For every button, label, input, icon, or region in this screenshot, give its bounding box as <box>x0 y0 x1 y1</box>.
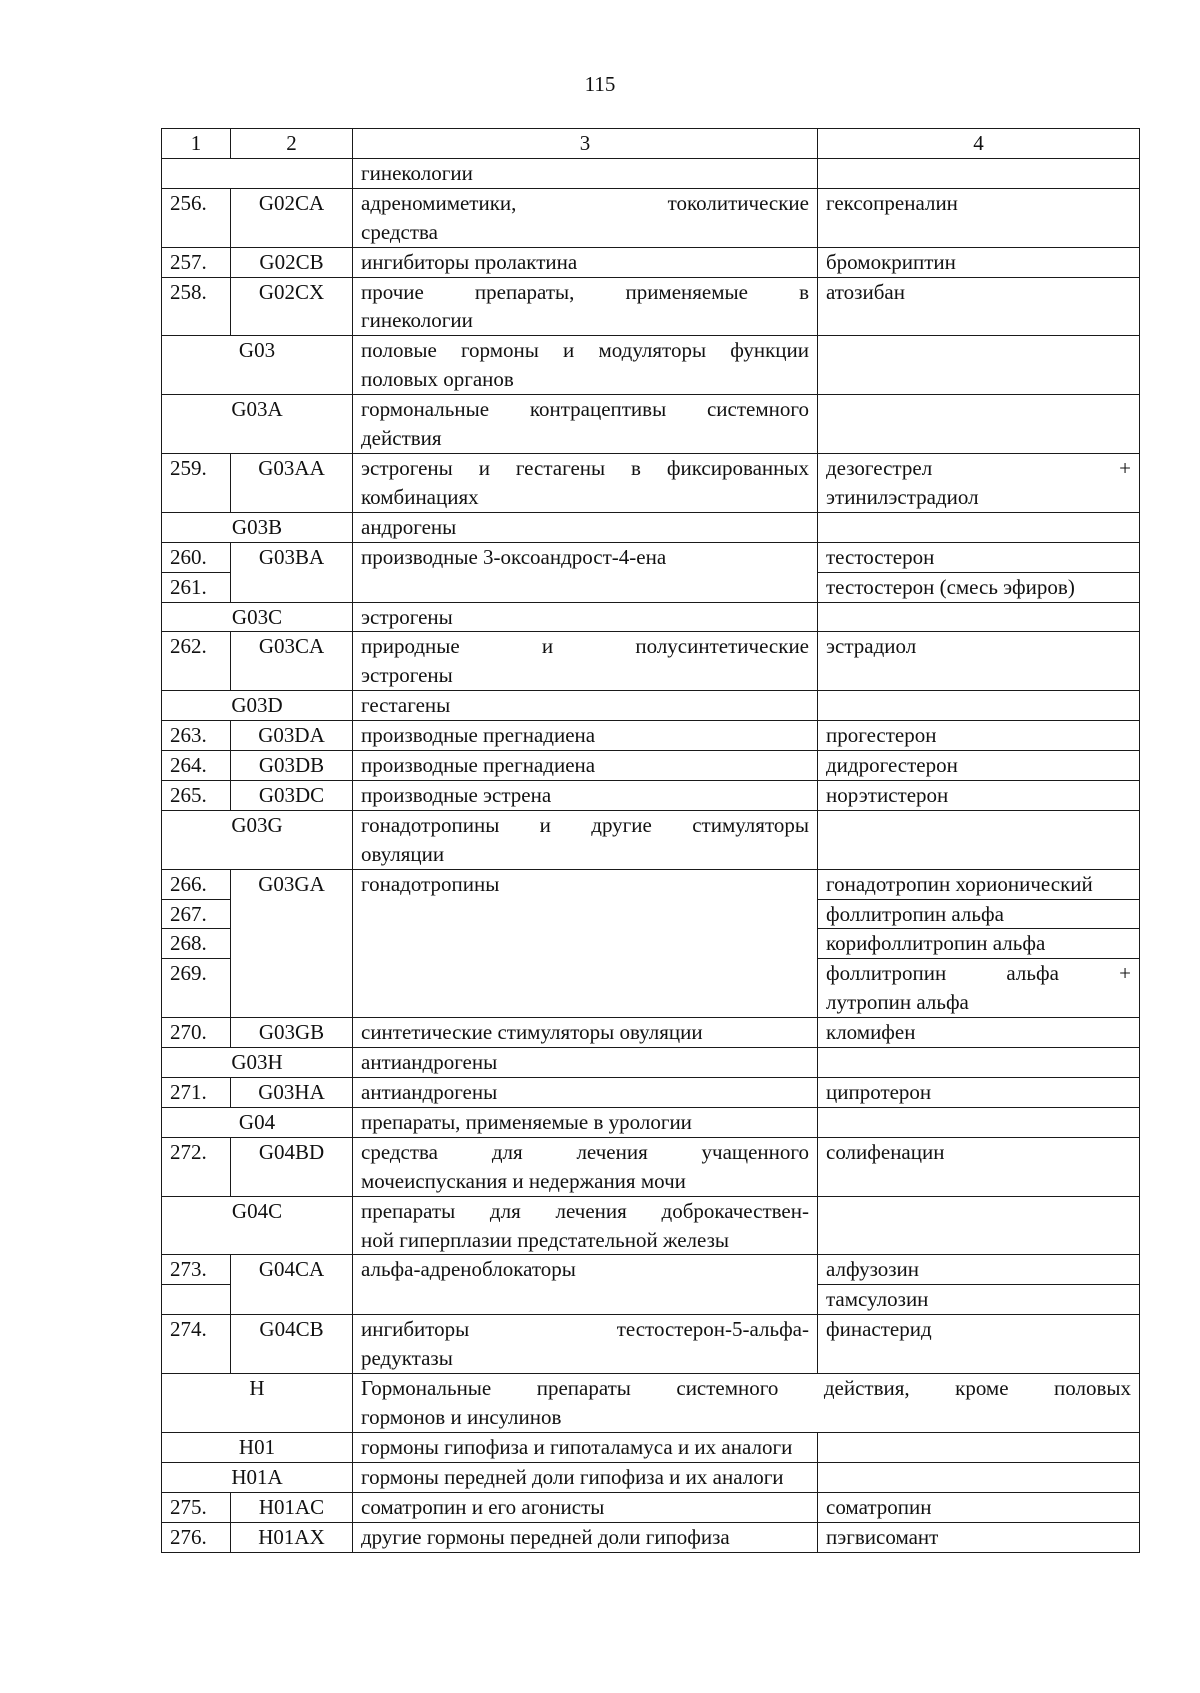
row-drug: ципротерон <box>818 1078 1140 1108</box>
table-row <box>162 247 1140 277</box>
desc-word: полусинтетические <box>635 634 809 659</box>
row-number: 260. <box>162 542 231 572</box>
desc-line: ной гиперплазии предстательной железы <box>361 1227 729 1252</box>
table-row <box>162 277 1140 336</box>
desc-word: учащенного <box>701 1139 809 1164</box>
row-drug: солифенацин <box>818 1137 1140 1196</box>
row-atc-code: G03G <box>162 810 353 869</box>
row-atc-code: G04 <box>162 1107 353 1137</box>
table-row <box>162 188 1140 247</box>
row-drug: атозибан <box>818 277 1140 336</box>
row-description: гестагены <box>353 691 818 721</box>
row-description: гормональные контрацептивы системного действия <box>353 395 818 454</box>
row-number: 263. <box>162 721 231 751</box>
table-row <box>162 1107 1140 1137</box>
table-row <box>162 1137 1140 1196</box>
desc-word: системного <box>676 1376 779 1401</box>
row-description: альфа-адреноблокаторы <box>353 1255 818 1315</box>
row-number: 272. <box>162 1137 231 1196</box>
drug-word: альфа <box>1006 961 1059 986</box>
row-atc-code: G03GA <box>231 869 353 1018</box>
desc-word: в <box>799 279 809 304</box>
row-number: 264. <box>162 751 231 781</box>
table-row <box>162 1018 1140 1048</box>
row-number: 261. <box>162 572 231 602</box>
table-row <box>162 336 1140 395</box>
desc-word: действия, <box>823 1376 910 1401</box>
desc-word: и <box>539 812 551 837</box>
row-drug <box>818 1107 1140 1137</box>
row-description: производные прегнадиена <box>353 721 818 751</box>
table-row <box>162 1522 1140 1552</box>
row-drug <box>818 1196 1140 1255</box>
row-drug <box>818 512 1140 542</box>
row-description: гонадотропины <box>353 869 818 1018</box>
desc-word: стимуляторы <box>692 812 809 837</box>
row-number: 258. <box>162 277 231 336</box>
header-col-1: 1 <box>162 129 231 159</box>
row-description <box>353 1374 1140 1433</box>
drug-word: + <box>1119 455 1131 480</box>
row-drug: гексопреналин <box>818 188 1140 247</box>
row-number: 275. <box>162 1492 231 1522</box>
desc-line: овуляции <box>361 841 445 866</box>
header-col-2: 2 <box>231 129 353 159</box>
table-row <box>162 810 1140 869</box>
table-row <box>162 1255 1140 1285</box>
row-drug: корифоллитропин альфа <box>818 929 1140 959</box>
row-drug <box>818 602 1140 632</box>
row-number: 276. <box>162 1522 231 1552</box>
row-drug: фоллитропин альфа <box>818 899 1140 929</box>
row-number: 257. <box>162 247 231 277</box>
row-number: 271. <box>162 1078 231 1108</box>
table-header-row <box>162 129 1140 159</box>
row-number: 273. <box>162 1255 231 1285</box>
row-description: гинекологии <box>353 158 818 188</box>
row-number: 262. <box>162 632 231 691</box>
row-atc-code: G03AA <box>231 453 353 512</box>
header-col-4: 4 <box>818 129 1140 159</box>
row-drug <box>818 453 1140 512</box>
desc-word: кроме <box>955 1376 1009 1401</box>
row-drug: гонадотропин хорионический <box>818 869 1140 899</box>
desc-line: гормонов и инсулинов <box>361 1404 562 1429</box>
row-number: 256. <box>162 188 231 247</box>
table-row <box>162 1048 1140 1078</box>
row-description <box>353 1196 818 1255</box>
row-description: эстрогены <box>353 602 818 632</box>
row-number: 274. <box>162 1315 231 1374</box>
row-drug <box>818 959 1140 1018</box>
row-atc-code: G03H <box>162 1048 353 1078</box>
table-row <box>162 632 1140 691</box>
row-description <box>353 1137 818 1196</box>
row-atc-code: G04C <box>162 1196 353 1255</box>
row-drug: бромокриптин <box>818 247 1140 277</box>
row-atc-code: H01AX <box>231 1522 353 1552</box>
desc-word: и <box>541 634 554 659</box>
row-number <box>162 158 353 188</box>
row-atc-code: H01 <box>162 1432 353 1462</box>
row-description: производные 3-оксоандрост-4-ена <box>353 542 818 602</box>
table-row <box>162 869 1140 899</box>
row-atc-code: H01AC <box>231 1492 353 1522</box>
row-number: 269. <box>162 959 231 1018</box>
drug-word: фоллитропин <box>826 961 947 986</box>
row-number: 259. <box>162 453 231 512</box>
desc-word: препараты <box>536 1376 631 1401</box>
row-drug <box>818 395 1140 454</box>
row-description: половые гормоны и модуляторы функции половых органов <box>353 336 818 395</box>
row-description: синтетические стимуляторы овуляции <box>353 1018 818 1048</box>
row-drug: эстрадиол <box>818 632 1140 691</box>
row-atc-code: G03DC <box>231 780 353 810</box>
table-row <box>162 542 1140 572</box>
row-number: 268. <box>162 929 231 959</box>
table-row <box>162 1078 1140 1108</box>
desc-line: мочеиспускания и недержания мочи <box>361 1168 686 1193</box>
row-atc-code: G03GB <box>231 1018 353 1048</box>
row-number: 270. <box>162 1018 231 1048</box>
row-drug: тестостерон <box>818 542 1140 572</box>
row-atc-code: G04BD <box>231 1137 353 1196</box>
row-drug: алфузозин <box>818 1255 1140 1285</box>
table-row <box>162 751 1140 781</box>
row-number <box>162 1285 231 1315</box>
row-drug <box>818 1462 1140 1492</box>
header-col-3: 3 <box>353 129 818 159</box>
table-row <box>162 158 1140 188</box>
row-number: 267. <box>162 899 231 929</box>
desc-word: тестостерон-5-альфа- <box>616 1317 809 1342</box>
row-atc-code: G03DA <box>231 721 353 751</box>
row-drug <box>818 1048 1140 1078</box>
drug-line: этинилэстрадиол <box>826 484 979 509</box>
table-row <box>162 1196 1140 1255</box>
desc-word: ингибиторы <box>361 1317 470 1342</box>
row-description: эстрогены и гестагены в фиксированных комбинациях <box>353 453 818 512</box>
table-row <box>162 453 1140 512</box>
row-drug: тестостерон (смесь эфиров) <box>818 572 1140 602</box>
row-atc-code: G03B <box>162 512 353 542</box>
desc-line: гинекологии <box>361 308 473 333</box>
desc-word: токолитические <box>667 190 809 215</box>
desc-line: редуктазы <box>361 1346 453 1371</box>
row-description: препараты, применяемые в урологии <box>353 1107 818 1137</box>
table-row <box>162 512 1140 542</box>
drug-line: лутропин альфа <box>826 990 969 1015</box>
table-row <box>162 602 1140 632</box>
row-atc-code: G03C <box>162 602 353 632</box>
table-row <box>162 1374 1140 1433</box>
row-atc-code: G04CA <box>231 1255 353 1315</box>
desc-word: для <box>491 1139 523 1164</box>
row-number: 266. <box>162 869 231 899</box>
row-description <box>353 1315 818 1374</box>
row-atc-code: G03CA <box>231 632 353 691</box>
row-drug <box>818 810 1140 869</box>
row-description: соматропин и его агонисты <box>353 1492 818 1522</box>
table-row <box>162 1432 1140 1462</box>
drug-word: + <box>1119 961 1131 986</box>
row-drug: тамсулозин <box>818 1285 1140 1315</box>
desc-word: адреномиметики, <box>361 190 517 215</box>
desc-word: применяемые <box>625 279 748 304</box>
row-drug: дидрогестерон <box>818 751 1140 781</box>
row-drug: пэгвисомант <box>818 1522 1140 1552</box>
row-number: 265. <box>162 780 231 810</box>
desc-word: прочие <box>361 279 424 304</box>
desc-word: средства <box>361 1139 439 1164</box>
row-description: антиандрогены <box>353 1078 818 1108</box>
desc-word: природные <box>361 634 460 659</box>
row-atc-code: G03DB <box>231 751 353 781</box>
row-drug: финастерид <box>818 1315 1140 1374</box>
desc-line: средства <box>361 219 439 244</box>
row-description: гормоны гипофиза и гипоталамуса и их аналоги <box>353 1432 818 1462</box>
table-row <box>162 395 1140 454</box>
atc-drug-table <box>161 128 1140 1553</box>
row-description: антиандрогены <box>353 1048 818 1078</box>
table-row <box>162 691 1140 721</box>
desc-line: препараты для лечения доброкачествен- <box>361 1198 809 1223</box>
desc-line: эстрогены <box>361 663 453 688</box>
row-description: другие гормоны передней доли гипофиза <box>353 1522 818 1552</box>
row-drug <box>818 158 1140 188</box>
row-atc-code: G02CA <box>231 188 353 247</box>
row-description: производные прегнадиена <box>353 751 818 781</box>
row-drug <box>818 1432 1140 1462</box>
desc-word: половых <box>1054 1376 1131 1401</box>
row-atc-code: H01A <box>162 1462 353 1492</box>
row-description: ингибиторы пролактина <box>353 247 818 277</box>
row-drug: кломифен <box>818 1018 1140 1048</box>
row-description <box>353 277 818 336</box>
row-description <box>353 632 818 691</box>
table-row <box>162 1315 1140 1374</box>
desc-word: гонадотропины <box>361 812 500 837</box>
desc-word: другие <box>591 812 652 837</box>
row-description: гормоны передней доли гипофиза и их аналоги <box>353 1462 818 1492</box>
row-drug: норэтистерон <box>818 780 1140 810</box>
row-description <box>353 188 818 247</box>
row-drug <box>818 336 1140 395</box>
page-number: 115 <box>584 72 616 96</box>
row-drug: соматропин <box>818 1492 1140 1522</box>
desc-word: препараты, <box>474 279 575 304</box>
row-drug: прогестерон <box>818 721 1140 751</box>
table-row <box>162 1492 1140 1522</box>
row-description <box>353 810 818 869</box>
table-row <box>162 780 1140 810</box>
desc-word: лечения <box>576 1139 648 1164</box>
row-description: андрогены <box>353 512 818 542</box>
row-atc-code: G03A <box>162 395 353 454</box>
row-atc-code: G02CX <box>231 277 353 336</box>
row-atc-code: G04CB <box>231 1315 353 1374</box>
row-atc-code: G03 <box>162 336 353 395</box>
row-description: производные эстрена <box>353 780 818 810</box>
drug-word: дезогестрел <box>826 455 933 480</box>
row-atc-code: G03BA <box>231 542 353 602</box>
table-row <box>162 721 1140 751</box>
row-atc-code: G03D <box>162 691 353 721</box>
table-row <box>162 1462 1140 1492</box>
row-atc-code: G03HA <box>231 1078 353 1108</box>
row-drug <box>818 691 1140 721</box>
desc-word: Гормональные <box>361 1376 492 1401</box>
row-atc-code: G02CB <box>231 247 353 277</box>
row-atc-code: H <box>162 1374 353 1433</box>
